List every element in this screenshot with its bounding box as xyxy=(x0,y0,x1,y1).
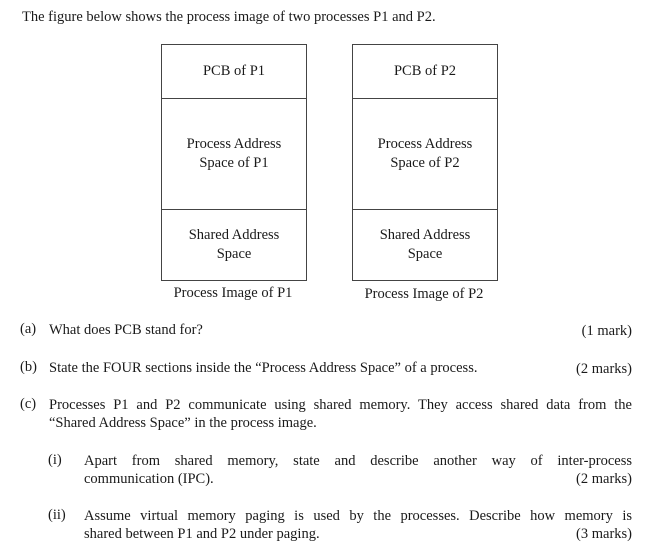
shared-address-space-p1-label: Shared Address Space xyxy=(188,227,280,262)
caption-p1: Process Image of P1 xyxy=(173,285,293,301)
pcb-p1-section: PCB of P1 xyxy=(162,45,306,99)
question-a-marks: (1 mark) xyxy=(581,323,632,339)
question-b-text: State the FOUR sections inside the “Process Address Space” of a process. xyxy=(49,360,478,376)
question-c-i-label: (i) xyxy=(48,452,62,468)
question-c-ii-line2: shared between P1 and P2 under paging. xyxy=(84,526,320,542)
intro-text: The figure below shows the process image of two processes P1 and P2. xyxy=(22,9,436,25)
process-address-space-p1-label: Process Address Space of P1 xyxy=(186,136,282,171)
question-a-text: What does PCB stand for? xyxy=(49,322,203,338)
shared-address-space-p2-section xyxy=(353,210,497,280)
process-address-space-p2-section xyxy=(353,99,497,210)
shared-address-space-p1-section xyxy=(162,210,306,280)
process-image-p1 xyxy=(161,44,307,281)
question-c-ii-label: (ii) xyxy=(48,507,66,523)
question-c-i-line1: Apart from shared memory, state and describe another way of inter-process xyxy=(84,453,632,469)
question-c-i-line2: communication (IPC). xyxy=(84,471,214,487)
question-c-ii-line1: Assume virtual memory paging is used by the processes. Describe how memory is xyxy=(84,508,632,524)
question-b-marks: (2 marks) xyxy=(576,361,632,377)
question-c-label: (c) xyxy=(20,396,37,412)
question-c-ii-marks: (3 marks) xyxy=(576,526,632,542)
question-c-i-marks: (2 marks) xyxy=(576,471,632,487)
process-image-p2 xyxy=(352,44,498,281)
question-c-line2: “Shared Address Space” in the process image. xyxy=(49,415,317,431)
question-b-label: (b) xyxy=(20,359,37,375)
question-a-label: (a) xyxy=(20,321,37,337)
process-address-space-p2-label: Process Address Space of P2 xyxy=(377,136,473,171)
process-address-space-p1-section xyxy=(162,99,306,210)
shared-address-space-p2-label: Shared Address Space xyxy=(379,227,471,262)
question-c-line1: Processes P1 and P2 communicate using shared memory. They access shared data from the xyxy=(49,397,632,413)
pcb-p2-section: PCB of P2 xyxy=(353,45,497,99)
caption-p2: Process Image of P2 xyxy=(364,286,484,302)
